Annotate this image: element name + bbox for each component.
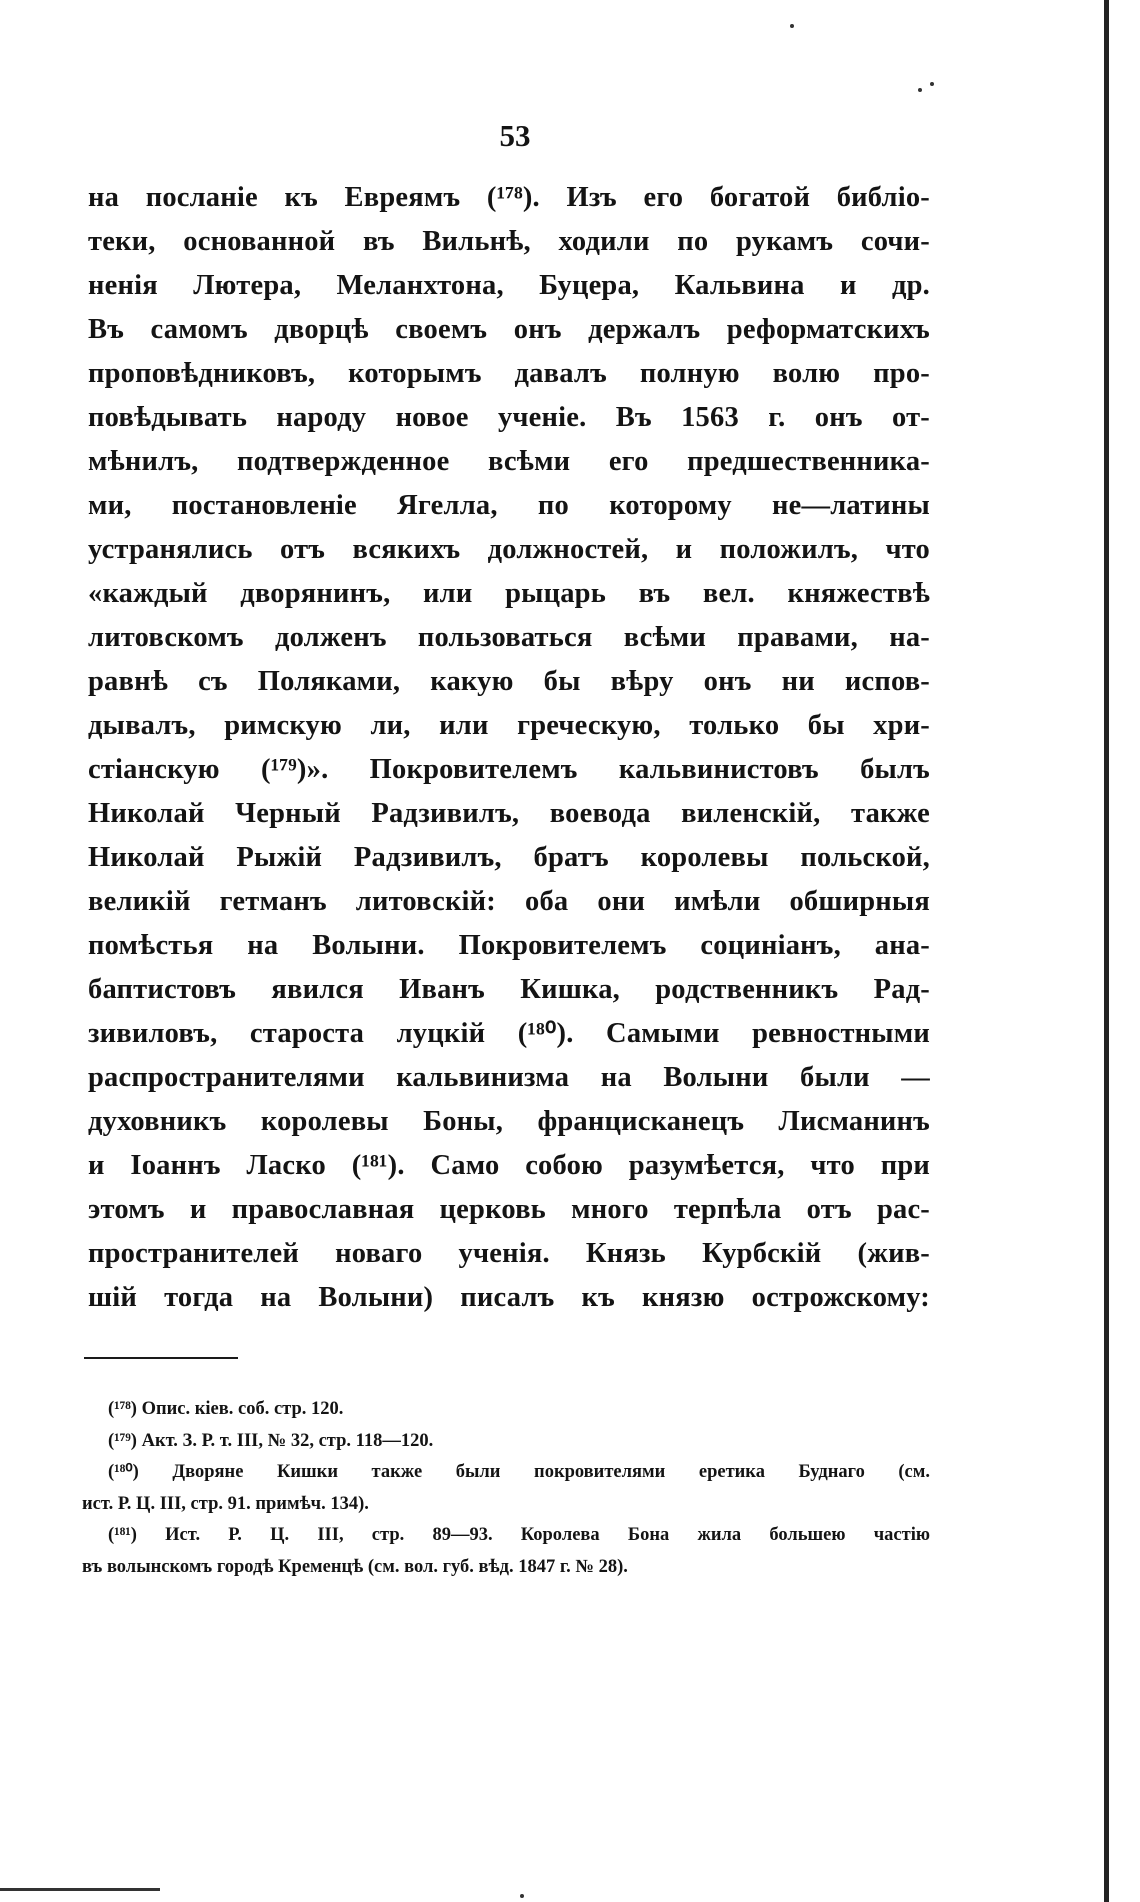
footnote-181: (¹⁸¹) Ист. Р. Ц. III, стр. 89—93. Королева Бона жила большею частію	[108, 1525, 930, 1545]
text-line: баптистовъ явился Иванъ Кишка, родственникъ Рад-	[88, 974, 930, 1005]
text-line: дывалъ, римскую ли, или греческую, только бы хри-	[88, 710, 930, 741]
footnote-178: (¹⁷⁸) Опис. кiев. соб. стр. 120.	[108, 1399, 344, 1419]
footnote-181-continuation: въ волынскомъ городѣ Кременцѣ (см. вол. губ. вѣд. 1847 г. № 28).	[82, 1556, 628, 1577]
text-line: и Іоаннъ Ласко (¹⁸¹). Само собою разумѣется, что при	[88, 1150, 930, 1181]
text-line: пространителей новаго ученія. Князь Курбскій (жив-	[88, 1238, 930, 1269]
footnote-180-continuation: ист. Р. Ц. III, стр. 91. примѣч. 134).	[82, 1493, 369, 1514]
text-line: на посланіе къ Евреямъ (¹⁷⁸). Изъ его богатой библіо-	[88, 182, 930, 213]
text-line: шій тогда на Волыни) писалъ къ князю острожскому:	[88, 1282, 930, 1313]
text-line: «каждый дворянинъ, или рыцарь въ вел. княжествѣ	[88, 578, 930, 609]
text-line: Николай Черный Радзивилъ, воевода виленскій, также	[88, 798, 930, 829]
footnotes	[82, 1394, 930, 1583]
scan-speck	[520, 1894, 524, 1898]
scan-speck	[930, 82, 934, 86]
text-line: Николай Рыжій Радзивилъ, братъ королевы польской,	[88, 842, 930, 873]
text-line: распространителями кальвинизма на Волыни были —	[88, 1062, 930, 1093]
text-line: теки, основанной въ Вильнѣ, ходили по рукамъ сочи-	[88, 226, 930, 257]
text-line: зивиловъ, староста луцкій (¹⁸⁰). Самыми ревностными	[88, 1018, 930, 1049]
text-line: литовскомъ долженъ пользоваться всѣми правами, на-	[88, 622, 930, 653]
text-line: этомъ и православная церковь много терпѣла отъ рас-	[88, 1194, 930, 1225]
scan-speck	[918, 88, 922, 92]
text-line: устранялись отъ всякихъ должностей, и положилъ, что	[88, 534, 930, 565]
text-line: проповѣдниковъ, которымъ давалъ полную волю про-	[88, 358, 930, 389]
main-text	[88, 176, 930, 1320]
text-line: помѣстья на Волыни. Покровителемъ социніанъ, ана-	[88, 930, 930, 961]
footnote-rule	[84, 1357, 238, 1359]
text-line: повѣдывать народу новое ученіе. Въ 1563 г. онъ от-	[88, 402, 930, 433]
text-line: равнѣ съ Поляками, какую бы вѣру онъ ни испов-	[88, 666, 930, 697]
text-line: великій гетманъ литовскій: оба они имѣли обширныя	[88, 886, 930, 917]
text-line: стіанскую (¹⁷⁹)». Покровителемъ кальвинистовъ былъ	[88, 754, 930, 785]
text-line: мѣнилъ, подтвержденное всѣми его предшественника-	[88, 446, 930, 477]
footnote-180: (¹⁸⁰) Дворяне Кишки также были покровителями еретика Буднаго (см.	[108, 1462, 930, 1482]
scan-edge-bottom	[0, 1888, 160, 1891]
footnote-179: (¹⁷⁹) Акт. З. Р. т. III, № 32, стр. 118—120.	[108, 1430, 434, 1451]
text-line: ненія Лютера, Меланхтона, Буцера, Кальвина и др.	[88, 270, 930, 301]
page-number: 53	[499, 118, 531, 153]
text-line: Въ самомъ дворцѣ своемъ онъ держалъ реформатскихъ	[88, 314, 930, 345]
text-line: духовникъ королевы Боны, францисканецъ Лисманинъ	[88, 1106, 930, 1137]
text-line: ми, постановленіе Ягелла, по которому не—латины	[88, 490, 930, 521]
scan-edge-right	[1104, 0, 1109, 1902]
scan-speck	[790, 24, 794, 28]
